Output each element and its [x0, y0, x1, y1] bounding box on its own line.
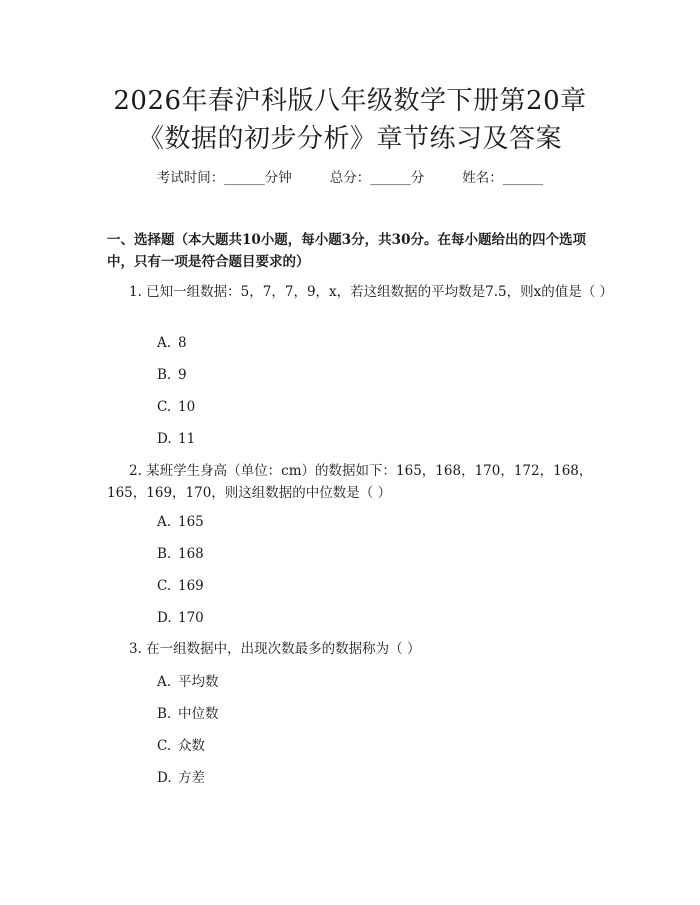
page-title-line-1: 2026年春沪科版八年级数学下册第20章: [113, 86, 587, 116]
score-label: 总分：: [329, 170, 371, 186]
question-1-text: 1. 已知一组数据：5，7，7，9，x，若这组数据的平均数是7.5，则x的值是（ ）: [129, 284, 614, 300]
option-letter: A.: [157, 335, 172, 351]
option-letter: D.: [157, 431, 172, 447]
question-3-option-c: [157, 737, 205, 755]
option-letter: B.: [157, 546, 172, 562]
option-text: 众数: [178, 738, 205, 754]
option-text: 10: [178, 399, 196, 415]
option-letter: A.: [157, 514, 172, 530]
question-2-option-c: [157, 577, 204, 595]
option-text: 8: [178, 335, 187, 351]
score-blank: ______: [370, 170, 411, 186]
option-text: 中位数: [178, 706, 219, 722]
page-title-line-2: 《数据的初步分析》章节练习及答案: [137, 124, 562, 154]
option-text: 169: [178, 578, 204, 594]
option-text: 168: [178, 546, 204, 562]
question-3-option-d: [157, 769, 205, 787]
question-1-option-d: [157, 430, 195, 448]
time-unit: 分钟: [264, 170, 292, 186]
question-1-option-b: [157, 366, 187, 384]
option-letter: D.: [157, 770, 172, 786]
question-1-option-a: [157, 334, 187, 352]
exam-info-line: [0, 169, 700, 187]
name-blank: ______: [502, 170, 544, 186]
option-text: 9: [178, 367, 187, 383]
option-text: 165: [178, 514, 204, 530]
option-text: 方差: [178, 770, 205, 786]
time-label: 考试时间：: [156, 170, 225, 186]
option-text: 170: [178, 610, 204, 626]
question-3-option-a: [157, 673, 219, 691]
option-letter: C.: [157, 738, 172, 754]
option-letter: C.: [157, 399, 172, 415]
option-letter: C.: [157, 578, 172, 594]
time-blank: ______: [224, 170, 265, 186]
name-label: 姓名：: [462, 170, 503, 186]
score-unit: 分: [410, 170, 425, 186]
section-heading-multiple-choice: 一、选择题（本大题共10小题，每小题3分，共30分。在每小题给出的四个选项中，只有一项是符合题目要求的）: [107, 232, 586, 270]
question-2-option-b: [157, 545, 204, 563]
question-3-option-b: [157, 705, 219, 723]
option-text: 平均数: [178, 674, 219, 690]
question-2-option-a: [157, 513, 204, 531]
question-1-option-c: [157, 398, 195, 416]
option-letter: B.: [157, 367, 172, 383]
question-2-text: 2. 某班学生身高（单位：cm）的数据如下：165，168，170，172，168，165，169，170，则这组数据的中位数是（ ）: [107, 463, 593, 501]
option-letter: D.: [157, 610, 172, 626]
option-letter: B.: [157, 706, 172, 722]
question-2-option-d: [157, 609, 204, 627]
option-text: 11: [178, 431, 196, 447]
option-letter: A.: [157, 674, 172, 690]
question-3-text: 3. 在一组数据中，出现次数最多的数据称为（ ）: [129, 641, 421, 657]
